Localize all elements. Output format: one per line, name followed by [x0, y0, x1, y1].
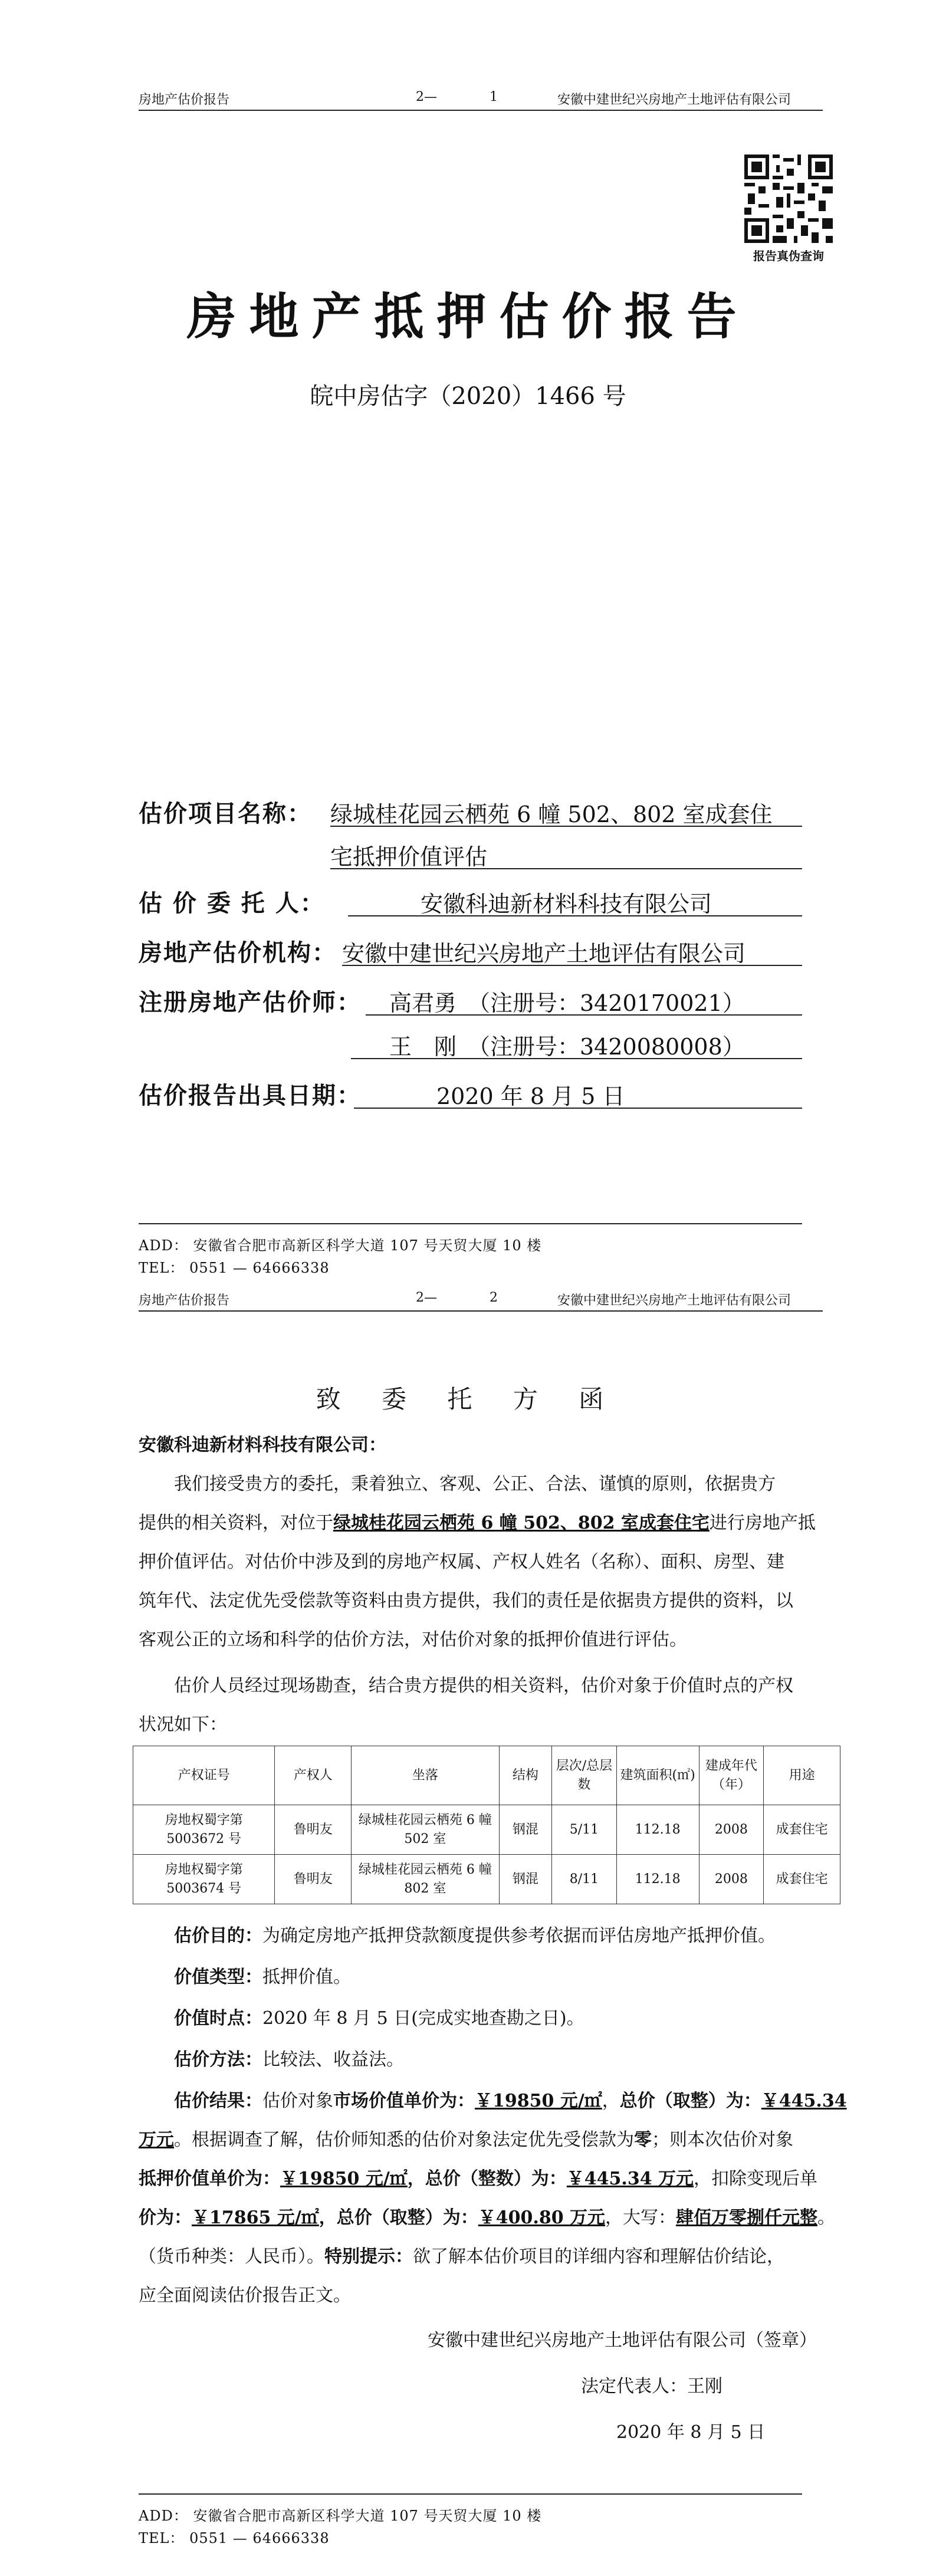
special-note-label: 特别提示： — [324, 2246, 413, 2267]
time-line — [174, 1999, 584, 2038]
type-line — [174, 1958, 351, 1997]
result-text: 价为： — [139, 2207, 192, 2228]
table-cell: 房地权蜀字第 5003674 号 — [133, 1855, 275, 1904]
agency-value: 安徽中建世纪兴房地产土地评估有限公司 — [342, 941, 746, 967]
qr-code-icon[interactable] — [744, 155, 833, 243]
para1-line2 — [139, 1504, 816, 1543]
type-value: 抵押价值。 — [262, 1967, 351, 1987]
method-value: 比较法、收益法。 — [262, 2049, 404, 2070]
result-line4 — [139, 2199, 835, 2237]
report-title: 房地产抵押估价报告 — [186, 287, 750, 346]
table-cell: 8/11 — [552, 1855, 617, 1904]
priority-payment: 零 — [634, 2130, 652, 2150]
page2-header-left: 房地产估价报告 — [139, 1293, 230, 1308]
table-cell: 2008 — [699, 1805, 764, 1855]
page1-footer-tel: TEL： 0551 — 64666338 — [139, 1260, 330, 1276]
market-total-price: ￥445.34 — [761, 2091, 847, 2111]
type-label: 价值类型： — [174, 1967, 262, 1987]
col-header-cert: 产权证号 — [133, 1746, 275, 1805]
appraiser-1: 高君勇 （注册号：3420170021） — [389, 990, 745, 1016]
table-cell: 绿城桂花园云栖苑 6 幢 502 室 — [352, 1805, 499, 1855]
net-total-words: 肆佰万零捌仟元整 — [676, 2207, 818, 2228]
result-line1 — [174, 2082, 847, 2121]
sign-date: 2020 年 8 月 5 日 — [616, 2422, 766, 2443]
result-text: 市场价值单价为： — [333, 2091, 475, 2111]
result-text: ，总价（取整）为： — [318, 2207, 478, 2228]
result-text: ；则本次估价对象 — [652, 2130, 793, 2150]
table-cell: 成套住宅 — [764, 1855, 840, 1904]
table-row — [133, 1805, 840, 1855]
time-label: 价值时点： — [174, 2008, 262, 2029]
agency-label: 房地产估价机构： — [139, 939, 337, 967]
project-underline-2 — [330, 868, 802, 869]
project-value-line1: 绿城桂花园云栖苑 6 幢 502、802 室成套住 — [330, 801, 773, 827]
result-text: ，扣除变现后单 — [694, 2168, 818, 2189]
result-text: 总价（取整）为： — [619, 2091, 761, 2111]
page2-footer-address: ADD： 安徽省合肥市高新区科学大道 107 号天贸大厦 10 楼 — [139, 2508, 542, 2524]
table-cell: 绿城桂花园云栖苑 6 幢 802 室 — [352, 1855, 499, 1904]
result-text: 抵押价值单价为： — [139, 2168, 280, 2189]
property-table — [133, 1746, 840, 1904]
page1-footer-address: ADD： 安徽省合肥市高新区科学大道 107 号天贸大厦 10 楼 — [139, 1237, 542, 1254]
time-value: 2020 年 8 月 5 日(完成实地查勘之日)。 — [262, 2008, 584, 2029]
project-label: 估价项目名称： — [139, 800, 312, 827]
appraiser-2-underline — [351, 1058, 802, 1059]
sign-representative: 法定代表人：王刚 — [581, 2376, 722, 2397]
property-name: 绿城桂花园云栖苑 6 幢 502、802 室成套住宅 — [333, 1513, 710, 1533]
result-line6: 应全面阅读估价报告正文。 — [139, 2285, 351, 2306]
result-text: 。 — [817, 2207, 836, 2228]
col-header-use: 用途 — [764, 1746, 840, 1805]
page1-header-left: 房地产估价报告 — [139, 93, 230, 107]
table-cell: 112.18 — [616, 1855, 699, 1904]
page1-header-page-prefix: 2— — [416, 90, 437, 104]
method-line — [174, 2041, 404, 2079]
net-unit-price: ￥17865 元/㎡ — [192, 2207, 319, 2228]
table-cell: 5/11 — [552, 1805, 617, 1855]
col-header-owner: 产权人 — [275, 1746, 352, 1805]
page2-header-page-num: 2 — [490, 1290, 498, 1305]
market-unit-price: ￥19850 元/㎡ — [475, 2091, 602, 2111]
result-text: 估价对象 — [262, 2091, 333, 2111]
net-total-price: ￥400.80 万元 — [478, 2207, 606, 2228]
date-underline — [354, 1108, 802, 1109]
date-value: 2020 年 8 月 5 日 — [436, 1083, 625, 1109]
page2-header-page-prefix: 2— — [416, 1290, 437, 1305]
appraiser-2: 王 刚 （注册号：3420080008） — [389, 1034, 745, 1060]
result-line5 — [139, 2237, 784, 2276]
table-cell: 112.18 — [616, 1805, 699, 1855]
qr-caption: 报告真伪查询 — [753, 249, 824, 263]
client-value: 安徽科迪新材料科技有限公司 — [420, 891, 712, 917]
mortgage-total-price: ￥445.34 万元 — [566, 2168, 694, 2189]
page2-header-rule — [139, 1310, 823, 1312]
page1-header-page-num: 1 — [490, 90, 498, 104]
result-text: （货币种类：人民币）。 — [139, 2246, 324, 2267]
para1-line5: 客观公正的立场和科学的估价方法，对估价对象的抵押价值进行评估。 — [139, 1629, 687, 1650]
table-cell: 2008 — [699, 1855, 764, 1904]
para1-line3: 押价值评估。对估价中涉及到的房地产权属、产权人姓名（名称）、面积、房型、建 — [139, 1552, 784, 1572]
result-line2 — [139, 2121, 793, 2160]
result-text: ， — [602, 2091, 620, 2111]
col-header-location: 坐落 — [352, 1746, 499, 1805]
page2-footer-rule — [139, 2493, 802, 2495]
page1-header-rule — [139, 110, 823, 111]
client-underline — [348, 915, 802, 916]
col-header-area: 建筑面积(㎡) — [616, 1746, 699, 1805]
col-header-year: 建成年代（年） — [699, 1746, 764, 1805]
table-cell: 房地权蜀字第 5003672 号 — [133, 1805, 275, 1855]
page1-header-right: 安徽中建世纪兴房地产土地评估有限公司 — [557, 93, 792, 107]
document-number: 皖中房估字（2020）1466 号 — [310, 383, 626, 410]
purpose-value: 为确定房地产抵押贷款额度提供参考依据而评估房地产抵押价值。 — [262, 1926, 776, 1946]
purpose-line — [174, 1917, 776, 1956]
result-text: ，大写： — [605, 2207, 676, 2228]
col-header-floor: 层次/总层数 — [552, 1746, 617, 1805]
appraiser-1-underline — [366, 1014, 802, 1016]
client-label: 估 价 委 托 人： — [139, 889, 325, 917]
table-row — [133, 1855, 840, 1904]
addressee: 安徽科迪新材料科技有限公司： — [139, 1435, 386, 1455]
letter-title: 致 委 托 方 函 — [316, 1385, 620, 1414]
project-underline-1 — [330, 826, 802, 827]
result-text: 。根据调查了解，估价师知悉的估价对象法定优先受偿款为 — [174, 2130, 634, 2150]
sign-company: 安徽中建世纪兴房地产土地评估有限公司（签章） — [428, 2330, 817, 2351]
para1-line2-pre: 提供的相关资料，对位于 — [139, 1513, 333, 1533]
page1-footer-rule — [139, 1223, 802, 1224]
purpose-label: 估价目的： — [174, 1926, 262, 1946]
project-value-line2: 宅抵押价值评估 — [330, 844, 488, 870]
table-cell: 成套住宅 — [764, 1805, 840, 1855]
para2-line1: 估价人员经过现场勘查，结合贵方提供的相关资料，估价对象于价值时点的产权 — [174, 1675, 793, 1696]
para1-line2-post: 进行房地产抵 — [709, 1513, 816, 1533]
col-header-structure: 结构 — [499, 1746, 552, 1805]
table-cell: 鲁明友 — [275, 1855, 352, 1904]
table-cell: 鲁明友 — [275, 1805, 352, 1855]
market-total-unit: 万元 — [139, 2130, 174, 2150]
appraiser-label: 注册房地产估价师： — [139, 988, 362, 1016]
para1-line1: 我们接受贵方的委托，秉着独立、客观、公正、合法、谨慎的原则，依据贵方 — [174, 1474, 776, 1494]
agency-underline — [342, 965, 802, 966]
table-cell: 钢混 — [499, 1855, 552, 1904]
para1-line4: 筑年代、法定优先受偿款等资料由贵方提供，我们的责任是依据贵方提供的资料，以 — [139, 1591, 793, 1611]
table-cell: 钢混 — [499, 1805, 552, 1855]
mortgage-unit-price: ￥19850 元/㎡ — [280, 2168, 408, 2189]
result-text: 欲了解本估价项目的详细内容和理解估价结论， — [413, 2246, 784, 2267]
result-line3 — [139, 2160, 817, 2199]
page2-footer-tel: TEL： 0551 — 64666338 — [139, 2530, 330, 2547]
page2-header-right: 安徽中建世纪兴房地产土地评估有限公司 — [557, 1293, 792, 1308]
date-label: 估价报告出具日期： — [139, 1082, 362, 1109]
result-text: ，总价（整数）为： — [407, 2168, 567, 2189]
para2-line2: 状况如下： — [139, 1714, 227, 1735]
result-label: 估价结果： — [174, 2091, 262, 2111]
method-label: 估价方法： — [174, 2049, 262, 2070]
